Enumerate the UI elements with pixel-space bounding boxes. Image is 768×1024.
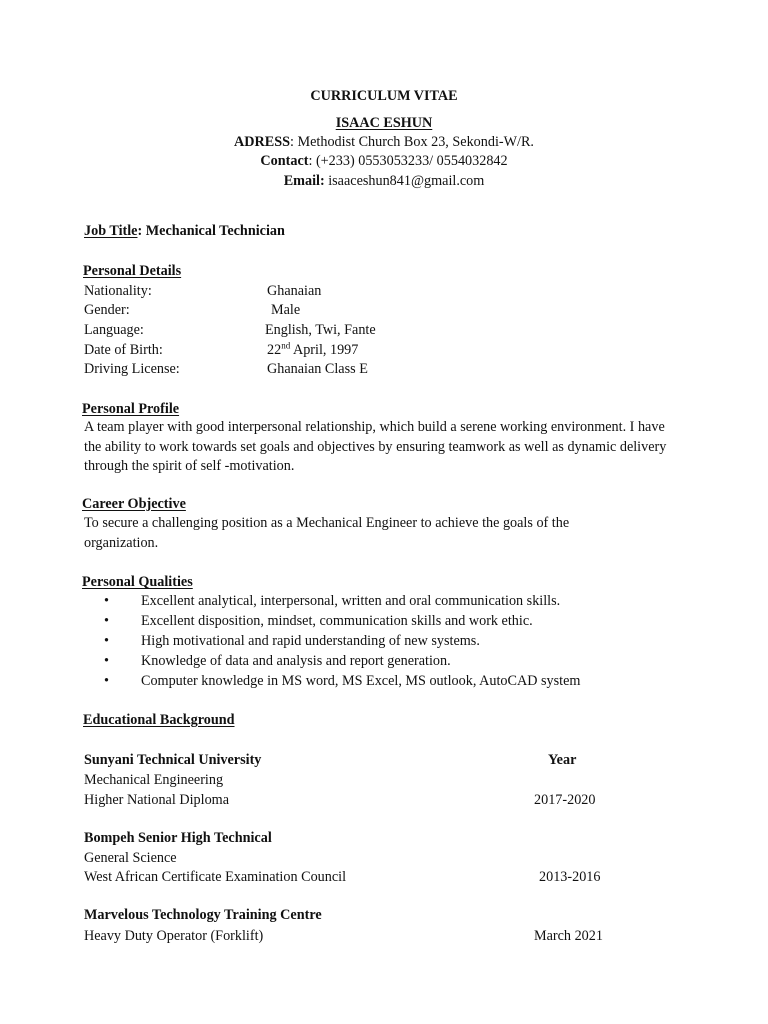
- email-line: [0, 171, 768, 191]
- detail-label-language: Language:: [84, 322, 144, 338]
- education-institution-2: Bompeh Senior High Technical: [84, 830, 272, 846]
- education-institution-3: Marvelous Technology Training Centre: [84, 907, 322, 923]
- education-heading: Educational Background: [83, 712, 235, 728]
- education-program-2: General Science: [84, 850, 177, 866]
- career-objective-heading: Career Objective: [82, 496, 186, 512]
- quality-text: High motivational and rapid understanding of new systems.: [141, 633, 480, 649]
- bullet-icon: •: [104, 653, 109, 669]
- address-value: : Methodist Church Box 23, Sekondi-W/R.: [290, 134, 534, 150]
- email-label: Email:: [283, 173, 325, 189]
- detail-value-nationality: Ghanaian: [267, 283, 322, 299]
- detail-label-gender: Gender:: [84, 302, 130, 318]
- job-title-value: : Mechanical Technician: [137, 223, 285, 239]
- education-qualification-1: Higher National Diploma: [84, 792, 229, 808]
- address-label: ADRESS: [234, 134, 291, 150]
- contact-label: Contact: [260, 153, 309, 169]
- detail-value-license: Ghanaian Class E: [267, 361, 368, 377]
- job-title-line: [84, 221, 285, 241]
- education-year-2: 2013-2016: [539, 869, 601, 885]
- bullet-icon: •: [104, 673, 109, 689]
- education-program-1: Mechanical Engineering: [84, 772, 224, 788]
- detail-value-gender: Male: [271, 302, 301, 318]
- personal-details-heading: Personal Details: [83, 263, 182, 279]
- career-objective-text: To secure a challenging position as a Mechanical Engineer to achieve the goals of the organization.: [84, 515, 570, 551]
- education-institution-1: Sunyani Technical University: [84, 752, 262, 768]
- personal-profile-heading: Personal Profile: [82, 401, 180, 417]
- education-program-3: Heavy Duty Operator (Forklift): [84, 928, 264, 944]
- document-title: CURRICULUM VITAE: [310, 88, 458, 104]
- detail-value-language: English, Twi, Fante: [265, 322, 376, 338]
- detail-label-nationality: Nationality:: [84, 283, 152, 299]
- education-year-header: Year: [548, 752, 577, 768]
- quality-text: Excellent analytical, interpersonal, written and oral communication skills.: [141, 593, 561, 609]
- dob-ordinal: nd: [281, 340, 291, 351]
- email-value: isaaceshun841@gmail.com: [324, 173, 485, 189]
- education-qualification-2: West African Certificate Examination Council: [84, 869, 347, 885]
- detail-label-dob: Date of Birth:: [84, 342, 163, 358]
- dob-rest: April, 1997: [290, 342, 359, 358]
- bullet-icon: •: [104, 633, 109, 649]
- dob-day: 22: [267, 342, 282, 358]
- personal-qualities-heading: Personal Qualities: [82, 574, 193, 590]
- quality-text: Computer knowledge in MS word, MS Excel, MS outlook, AutoCAD system: [141, 673, 581, 689]
- candidate-name: ISAAC ESHUN: [335, 115, 433, 131]
- quality-text: Excellent disposition, mindset, communication skills and work ethic.: [141, 613, 533, 629]
- contact-line: [0, 151, 768, 171]
- contact-value: : (+233) 0553053233/ 0554032842: [308, 153, 508, 169]
- address-line: [0, 132, 768, 152]
- bullet-icon: •: [104, 613, 109, 629]
- education-year-1: 2017-2020: [534, 792, 596, 808]
- detail-label-license: Driving License:: [84, 361, 180, 377]
- personal-profile-text: A team player with good interpersonal relationship, which build a serene working environment. I have the ability to work towards set goals and objectives by ensuring teamwork as well as dynamic delivery through the spirit of self -motivation.: [84, 419, 667, 474]
- detail-value-dob: [267, 340, 358, 360]
- job-title-label: Job Title: [84, 223, 138, 239]
- education-year-3: March 2021: [534, 928, 603, 944]
- quality-text: Knowledge of data and analysis and report generation.: [141, 653, 451, 669]
- bullet-icon: •: [104, 593, 109, 609]
